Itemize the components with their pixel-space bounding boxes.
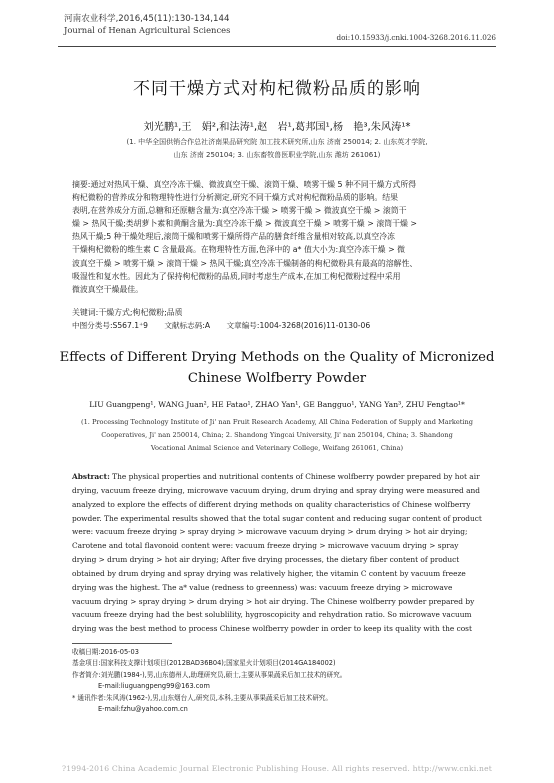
abstract-en-line: obtained by drum drying and spray drying was relatively higher, the vitamin C content by vacuum freeze — [72, 568, 466, 578]
journal-citation-cn: 河南农业科学,2016,45(11):130-134,144 — [64, 14, 230, 24]
footnote-divider — [72, 643, 172, 644]
abstract-en-line: drying > drum drying > hot air drying; After five drying processes, the dietary fiber content of product — [72, 555, 460, 565]
affiliation-en-line: (1. Processing Technology Institute of Ji' nan Fruit Research Academy, All China Federation of Supply and Marketing — [81, 418, 473, 426]
author-email: E-mail:liuguangpeng99@163.com — [98, 682, 210, 691]
affiliation-cn-line: (1. 中华全国供销合作总社济南果品研究院 加工技术研究所,山东 济南 250014; 2. 山东英才学院, — [126, 138, 428, 146]
affiliations-en — [80, 416, 474, 455]
abstract-cn-line: 热风干燥;5 种干燥处理后,滚筒干燥和喷雾干燥所得产品的膳食纤维含量相对较高,以真空冷冻 — [72, 232, 395, 242]
abstract-en-label: Abstract: — [72, 472, 110, 481]
footnotes — [72, 647, 490, 715]
abstract-cn-line: 干燥枸杞微粉的维生素 C 含量最高。在物理特性方面,色泽中的 a* 值大小为:真空冷冻干燥 > 微 — [72, 245, 406, 255]
title-en-line: Chinese Wolfberry Powder — [187, 371, 367, 386]
abstract-en-line: Carotene and total flavonoid content were: vacuum freeze drying > microwave vacuum drying > spray — [72, 541, 459, 551]
title-cn: 不同干燥方式对枸杞微粉品质的影响 — [133, 79, 421, 99]
journal-name-en: Journal of Henan Agricultural Sciences — [64, 25, 231, 35]
abstract-cn — [72, 178, 490, 296]
authors-cn: 刘光鹏¹,王 娟²,和法涛¹,赵 岩¹,葛邦国¹,杨 艳³,朱风涛¹* — [143, 122, 411, 133]
affiliation-cn-line: 山东 济南 250104; 3. 山东畜牧兽医职业学院,山东 潍坊 261061) — [173, 151, 381, 159]
affiliations-cn — [100, 136, 454, 162]
abstract-en-line: drying, vacuum freeze drying, microwave vacuum drying, drum drying and spray drying were measured and — [72, 485, 481, 495]
abstract-en-line: analyzed to explore the effects of different drying methods on quality characteristics of Chinese wolfberry — [72, 499, 471, 509]
clc-number: 中图分类号:S567.1⁺9 — [72, 321, 148, 330]
copyright-watermark: ?1994-2016 China Academic Journal Electronic Publishing House. All rights reserved. http://www.cnki.net — [61, 764, 493, 773]
abstract-en-line: powder. The experimental results showed that the total sugar content and reducing sugar content of product — [72, 513, 482, 523]
corresponding-email: E-mail:fzhu@yahoo.com.cn — [98, 705, 188, 714]
affiliation-en-line: Vocational Animal Science and Veterinary College, Weifang 261061, China) — [150, 444, 404, 452]
keywords-cn: 关键词:干燥方式;枸杞微粉;品质 — [72, 308, 183, 317]
abstract-cn-line: 摘要:通过对热风干燥、真空冷冻干燥、微波真空干燥、滚筒干燥、喷雾干燥 5 种不同干燥方式所得 — [72, 180, 417, 189]
abstract-en-line: drying was the best method to process Chinese wolfberry powder in order to keep its quality with the cost — [72, 624, 472, 634]
doi-text: doi:10.15933/j.cnki.1004-3268.2016.11.026 — [336, 33, 496, 42]
authors-en: LIU Guangpeng¹, WANG Juan², HE Fatao¹, ZHAO Yan¹, GE Bangguo¹, YANG Yan³, ZHU Fengtao¹* — [89, 400, 465, 409]
abstract-cn-line: 吸湿性和复水性。因此为了保持枸杞微粉的品质,同时考虑生产成本,在加工枸杞微粉过程中采用 — [72, 271, 401, 281]
author-bio: 作者简介:刘光鹏(1984-),男,山东德州人,助理研究员,硕士,主要从事果蔬采后加工技术的研究。 — [72, 670, 347, 679]
journal-header — [64, 14, 230, 36]
document-code: 文献标志码:A — [164, 321, 211, 330]
abstract-en-line: vacuum drying > spray drying > drum drying > hot air drying. The Chinese wolfberry powder prepared by — [72, 596, 475, 606]
abstract-en-line: Abstract: The physical properties and nutritional contents of Chinese wolfberry powder prepared by hot air — [72, 472, 480, 481]
abstract-cn-line: 枸杞微粉的营养成分和物理特性进行分析测定,研究不同干燥方式对枸杞微粉品质的影响。结果 — [72, 193, 399, 203]
abstract-en-line: drying was the highest. The a* value (redness to greenness) was: vacuum freeze drying > microwave — [72, 582, 453, 592]
abstract-en-line: vacuum freeze drying had the best solublility, hygroscopicity and rehydration ratio. So microwave vacuum — [72, 610, 472, 620]
abstract-cn-line: 表明,在营养成分方面,总糖和还原糖含量为:真空冷冻干燥 > 喷雾干燥 > 微波真空干燥 > 滚筒干 — [72, 206, 407, 216]
classification-info — [72, 320, 490, 331]
article-number: 文章编号:1004-3268(2016)11-0130-06 — [226, 321, 371, 330]
abstract-en — [72, 470, 490, 636]
affiliation-en-line: Cooperatives, Ji' nan 250014, China; 2. Shandong Yingcai University, Ji' nan 250104, China; 3. Shandong — [101, 431, 453, 439]
abstract-cn-line: 波真空干燥 > 喷雾干燥 > 滚筒干燥 > 热风干燥;真空冷冻干燥制备的枸杞微粉具有最高的溶解性、 — [72, 258, 418, 268]
received-date: 收稿日期:2016-05-03 — [72, 648, 139, 656]
title-en-line: Effects of Different Drying Methods on the Quality of Micronized — [59, 350, 495, 365]
abstract-cn-line: 燥 > 热风干燥;类胡萝卜素和黄酮含量为:真空冷冻干燥 > 微波真空干燥 > 喷雾干燥 > 滚筒干燥 > — [72, 219, 418, 229]
title-en — [0, 347, 554, 389]
abstract-cn-line: 微波真空干燥最佳。 — [72, 284, 144, 294]
abstract-en-line: were: vacuum freeze drying > spray drying > microwave vacuum drying > drum drying > hot air drying; — [72, 527, 468, 537]
fund-info: 基金项目:国家科技支撑计划项目(2012BAD36B04);国家星火计划项目(2014GA184002) — [72, 659, 336, 668]
corresponding-author: * 通讯作者:朱风涛(1962-),男,山东烟台人,研究员,本科,主要从事果蔬采后加工技术研究。 — [72, 693, 332, 702]
header-divider — [58, 46, 496, 47]
